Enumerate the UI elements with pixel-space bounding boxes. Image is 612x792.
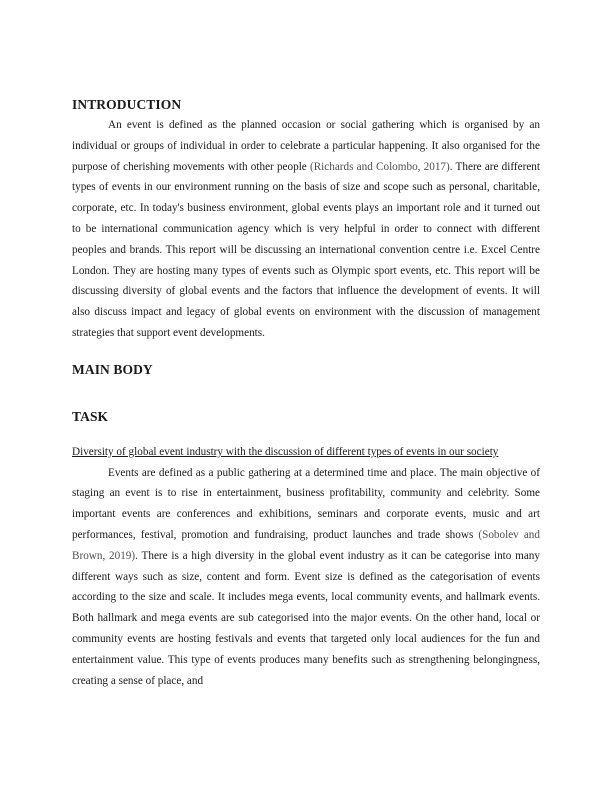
- intro-text-end: . There are different types of events in our environment running on the basis of size and scope such as personal, charitable, corporate, etc. In today's business environment, global events plays an important role and it turned out to be international communication agency which is very helpful in order to connect with different peoples and brands. This report will be discussing an international convention centre i.e. Excel Centre London. They are hosting many types of events such as Olympic sport events, etc. This report will be discussing diversity of global events and the factors that influence the development of events. It will also discuss impact and legacy of global events on environment with the discussion of management strategies that support event developments.: [72, 160, 540, 339]
- intro-citation: (Richards and Colombo, 2017): [309, 160, 450, 173]
- task-paragraph: [72, 463, 540, 692]
- task-citation: (Sobolev and Brown, 2019): [72, 528, 540, 562]
- task-text-end: . There is a high diversity in the global event industry as it can be categorise into many different ways such as size, content and form. Event size is defined as the categorisation of events according to the size and scale. It includes mega events, local community events, and hallmark events. Both hallmark and mega events are sub categorised into the major events. On the other hand, local or community events are hosting festivals and events that targeted only local audiences for the fun and entertainment value. This type of events produces many benefits such as strengthening belongingness, creating a sense of place, and: [72, 549, 540, 687]
- task-heading: TASK: [72, 408, 109, 424]
- introduction-heading: INTRODUCTION: [72, 97, 182, 112]
- introduction-paragraph: [72, 115, 540, 344]
- task-text-start: Events are defined as a public gathering at a determined time and place. The main objective of staging an event is to rise in entertainment, business profitability, community and celebrity. Some important events are conferences and exhibitions, seminars and corporate events, music and art performances, festival, promotion and fundraising, product launches and trade shows: [72, 466, 540, 541]
- intro-text-start: An event is defined as the planned occasion or social gathering which is organised by an individual or groups of individual in order to celebrate a particular happening. It also organised for the purpose of cherishing movements with other people: [72, 119, 540, 173]
- main-body-heading: MAIN BODY: [72, 361, 153, 377]
- diversity-subheading: Diversity of global event industry with the discussion of different types of events in our society: [72, 445, 499, 458]
